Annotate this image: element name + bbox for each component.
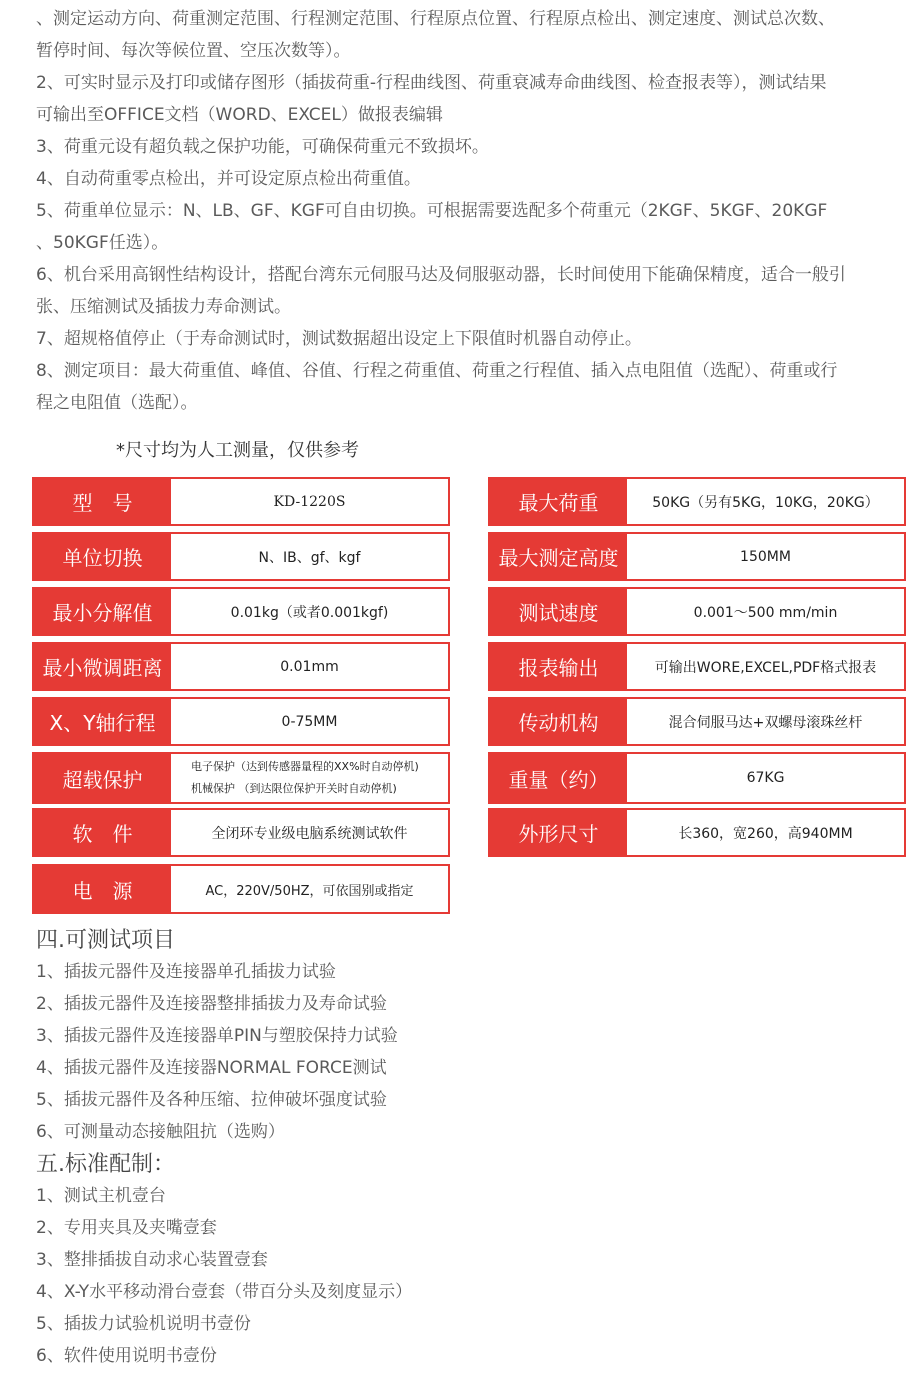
spec-value: 全闭环专业级电脑系统测试软件: [211, 825, 408, 842]
spec-key: 软 件: [34, 810, 171, 855]
spec-value: KD-1220S: [273, 493, 346, 510]
spec-row-drive: [488, 697, 906, 746]
list-item: 6、可测量动态接触阻抗（选购）: [36, 1122, 285, 1142]
spec-row-weight: [488, 752, 906, 804]
list-item: 3、整排插拔自动求心装置壹套: [36, 1250, 268, 1270]
spec-value: [171, 754, 448, 802]
list-item: 1、插拔元器件及连接器单孔插拔力试验: [36, 962, 336, 982]
spec-key: 最大荷重: [490, 479, 627, 524]
intro-line: 暂停时间、每次等候位置、空压次数等）。: [36, 41, 351, 61]
spec-row-dimensions: [488, 808, 906, 857]
spec-row-speed: [488, 587, 906, 636]
intro-line: 2、可实时显示及打印或储存图形（插拔荷重-行程曲线图、荷重衰减寿命曲线图、检查报表等），测试结果: [36, 73, 827, 93]
spec-key: 电 源: [34, 866, 171, 912]
list-item: 4、X-Y水平移动滑台壹套（带百分头及刻度显示）: [36, 1282, 413, 1302]
spec-row-model: [32, 477, 450, 526]
section-standard-config: [36, 1150, 906, 1372]
test-items-list: [36, 956, 906, 1148]
spec-row-max-load: [488, 477, 906, 526]
intro-line: 8、测定项目：最大荷重值、峰值、谷值、行程之荷重值、荷重之行程值、插入点电阻值（选配）、荷重或行: [36, 361, 838, 381]
spec-key: 重量（约）: [490, 754, 627, 802]
intro-line: 、50KGF任选）。: [36, 233, 169, 253]
intro-line: 张、压缩测试及插拔力寿命测试。: [36, 297, 291, 317]
list-item: 2、专用夹具及夹嘴壹套: [36, 1218, 217, 1238]
list-item: 5、插拔元器件及各种压缩、拉伸破坏强度试验: [36, 1090, 387, 1110]
intro-line: 、测定运动方向、荷重测定范围、行程测定范围、行程原点位置、行程原点检出、测定速度、测试总次数、: [36, 9, 835, 29]
list-item: 4、插拔元器件及连接器NORMAL FORCE测试: [36, 1058, 387, 1078]
spec-value: 可输出WORE,EXCEL,PDF格式报表: [654, 659, 877, 676]
spec-value: 0.01mm: [280, 658, 339, 675]
spec-value: 混合伺服马达+双螺母滚珠丝杆: [668, 714, 863, 731]
measurement-note: *尺寸均为人工测量，仅供参考: [116, 440, 359, 461]
spec-row-fine-adjust: [32, 642, 450, 691]
spec-key: X、Y轴行程: [34, 699, 171, 744]
intro-line: 程之电阻值（选配）。: [36, 393, 198, 413]
spec-value-line: 电子保护（达到传感器量程的XX%时自动停机): [191, 760, 419, 773]
spec-value: 0.001～500 mm/min: [693, 604, 838, 621]
spec-row-overload: [32, 752, 450, 804]
spec-key: 测试速度: [490, 589, 627, 634]
spec-key: 外形尺寸: [490, 810, 627, 855]
spec-row-software: [32, 808, 450, 857]
list-item: 2、插拔元器件及连接器整排插拔力及寿命试验: [36, 994, 387, 1014]
intro-line: 可输出至OFFICE文档（WORD、EXCEL）做报表编辑: [36, 105, 443, 125]
intro-line: 7、超规格值停止（于寿命测试时，测试数据超出设定上下限值时机器自动停止。: [36, 329, 642, 349]
section-title: 四.可测试项目: [36, 928, 175, 953]
spec-key: 传动机构: [490, 699, 627, 744]
spec-value: 150MM: [740, 548, 791, 565]
list-item: 1、测试主机壹台: [36, 1186, 166, 1206]
spec-value: 长360，宽260，高940MM: [678, 825, 853, 842]
spec-value: 50KG（另有5KG，10KG，20KG）: [652, 494, 879, 511]
spec-key: 最小分解值: [34, 589, 171, 634]
spec-row-resolution: [32, 587, 450, 636]
spec-row-power: [32, 864, 450, 914]
spec-value: AC，220V/50HZ，可依国别或指定: [205, 883, 414, 899]
spec-value: 0.01kg（或者0.001kgf): [230, 604, 389, 621]
spec-value: 0-75MM: [281, 713, 338, 730]
list-item: 3、插拔元器件及连接器单PIN与塑胶保持力试验: [36, 1026, 398, 1046]
spec-row-unit: [32, 532, 450, 581]
section-title: 五.标准配制：: [36, 1152, 175, 1177]
spec-key: 单位切换: [34, 534, 171, 579]
spec-row-max-height: [488, 532, 906, 581]
spec-value: 67KG: [746, 770, 785, 786]
standard-config-list: [36, 1180, 906, 1372]
spec-row-report: [488, 642, 906, 691]
spec-value-line: 机械保护 （到达限位保护开关时自动停机): [191, 782, 397, 795]
intro-line: 5、荷重单位显示：N、LB、GF、KGF可自由切换。可根据需要选配多个荷重元（2KGF、5KGF、20KGF: [36, 201, 828, 221]
spec-key: 型 号: [34, 479, 171, 524]
section-test-items: [36, 926, 906, 1148]
spec-key: 最大测定高度: [490, 534, 627, 579]
spec-key: 最小微调距离: [34, 644, 171, 689]
spec-row-xy-travel: [32, 697, 450, 746]
spec-key: 超载保护: [34, 754, 171, 802]
list-item: 6、软件使用说明书壹份: [36, 1346, 217, 1366]
intro-paragraphs: [36, 3, 906, 419]
intro-line: 6、机台采用高钢性结构设计，搭配台湾东元伺服马达及伺服驱动器，长时间使用下能确保精度，适合一般引: [36, 265, 846, 285]
intro-line: 3、荷重元设有超负载之保护功能，可确保荷重元不致损坏。: [36, 137, 489, 157]
intro-line: 4、自动荷重零点检出，并可设定原点检出荷重值。: [36, 169, 421, 189]
list-item: 5、插拔力试验机说明书壹份: [36, 1314, 251, 1334]
spec-value: N、IB、gf、kgf: [258, 549, 361, 566]
spec-key: 报表输出: [490, 644, 627, 689]
